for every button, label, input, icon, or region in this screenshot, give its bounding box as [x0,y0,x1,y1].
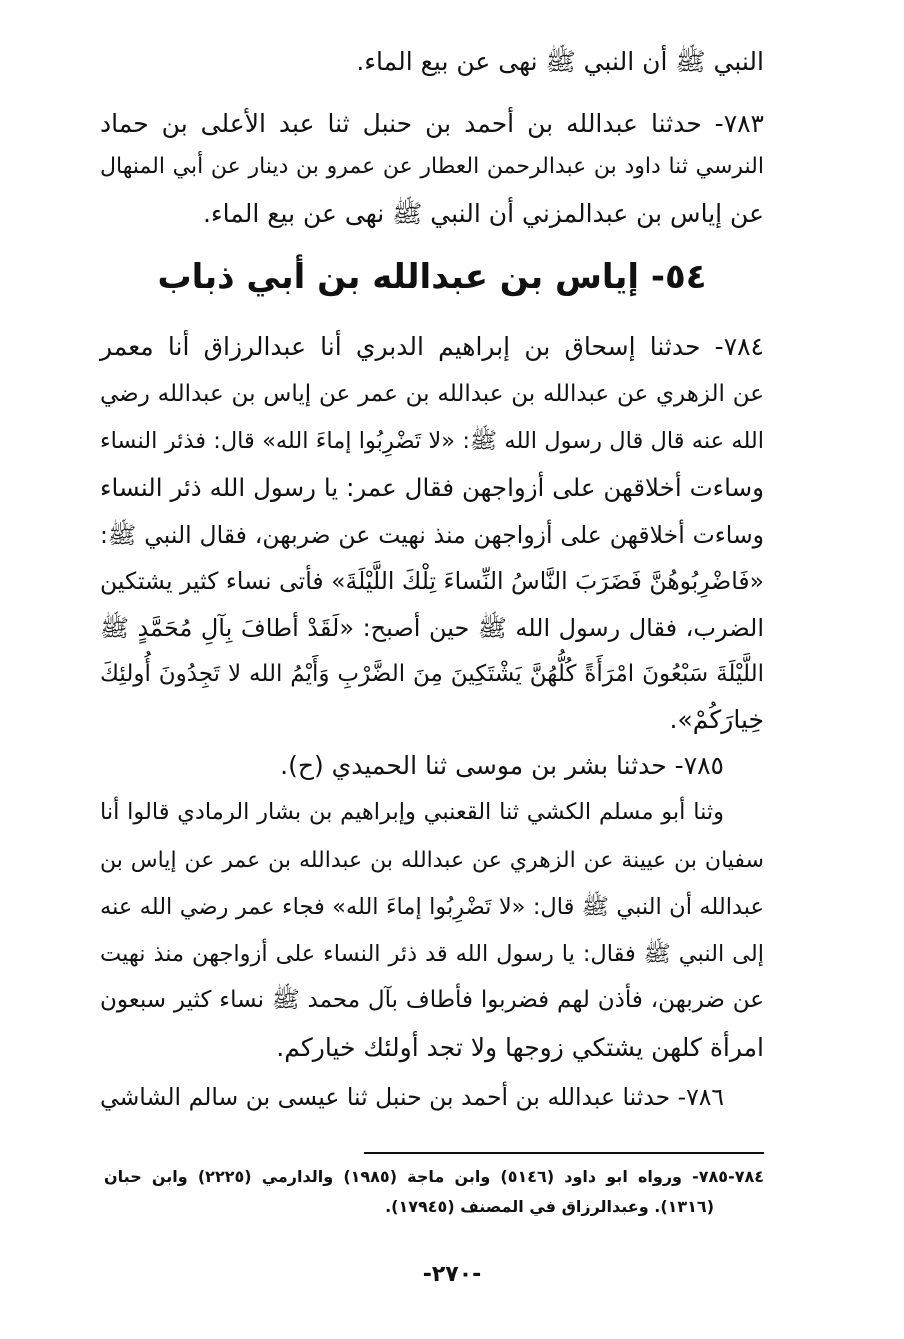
text-line-3: النرسي ثنا داود بن عبدالرحمن العطار عن عمرو بن دينار عن أبي المنهال [100,154,764,179]
footnote-line-2: (١٣١٦). وعبدالرزاق في المصنف (١٧٩٤٥). [385,1197,714,1216]
text-line-14: ٧٨٥- حدثنا بشر بن موسى ثنا الحميدي (ح). [280,751,724,780]
text-line-18: إلى النبي ﷺ فقال: يا رسول الله قد ذئر النساء على أزواجهن منذ نهيت [100,941,764,967]
section-heading: ٥٤- إياس بن عبدالله بن أبي ذباب [157,257,707,297]
text-line-5: ٧٨٤- حدثنا إسحاق بن إبراهيم الدبري أنا عبدالرزاق أنا معمر [100,332,764,361]
footnote-line-1: ٧٨٤-٧٨٥- ورواه ابو داود (٥١٤٦) وابن ماجة (١٩٨٥) والدارمي (٢٢٢٥) وابن حبان [104,1167,764,1186]
text-line-12: اللَّيْلَةَ سَبْعُونَ امْرَأَةً كُلُّهُنَّ يَشْتَكِينَ مِنَ الضَّرْبِ وَأَيْمُ الله لا تَجِدُونَ أُولئِكَ [100,661,764,687]
text-line-8: وساءت أخلاقهن على أزواجهن فقال عمر: يا رسول الله ذئر النساء [100,473,764,502]
page-number: -٢٧٠- [422,1262,482,1287]
text-line-11: الضرب، فقال رسول الله ﷺ حين أصبح: «لَقَدْ أطافَ بِآلِ مُحَمَّدٍ ﷺ [100,614,764,642]
text-line-15: وثنا أبو مسلم الكشي ثنا القعنبي وإبراهيم بن بشار الرمادي قالوا أنا [100,799,724,825]
footnote-divider [364,1152,764,1154]
text-line-16: سفيان بن عيينة عن الزهري عن عبدالله بن عبدالله بن عمر عن إياس بن [100,848,764,873]
text-line-20: امرأة كلهن يشتكي زوجها ولا تجد أولئك خياركم. [276,1033,764,1062]
text-line-7: الله عنه قال قال رسول الله ﷺ: «لا تَضْرِبُوا إماءَ الله» قال: فذئر النساء [100,428,764,454]
text-line-6: عن الزهري عن عبدالله بن عبدالله بن عمر عن إياس بن عبدالله رضي [100,381,764,407]
text-line-19: عن ضربهن، فأذن لهم فضربوا فأطاف بآل محمد ﷺ نساء كثير سبعون [100,987,764,1013]
text-line-21: ٧٨٦- حدثنا عبدالله بن أحمد بن حنبل ثنا عيسى بن سالم الشاشي [100,1083,724,1111]
text-line-10: «فَاضْرِبُوهُنَّ فَضَرَبَ النَّاسُ النِّساءَ تِلْكَ اللَّيْلَةَ» فأتى نساء كثير يشتكين [100,567,764,595]
text-line-17: عبدالله أن النبي ﷺ قال: «لا تَضْرِبُوا إماءَ الله» فجاء عمر رضي الله عنه [100,894,764,920]
text-line-1: النبي ﷺ أن النبي ﷺ نهى عن بيع الماء. [356,47,764,76]
text-line-13: خِيارَكُمْ». [669,705,764,734]
text-line-9: وساءت أخلاقهن على أزواجهن منذ نهيت عن ضربهن، فقال النبي ﷺ: [100,521,764,549]
text-line-2: ٧٨٣- حدثنا عبدالله بن أحمد بن حنبل ثنا عبد الأعلى بن حماد [100,109,764,138]
text-line-4: عن إياس بن عبدالمزني أن النبي ﷺ نهى عن بيع الماء. [202,199,764,228]
